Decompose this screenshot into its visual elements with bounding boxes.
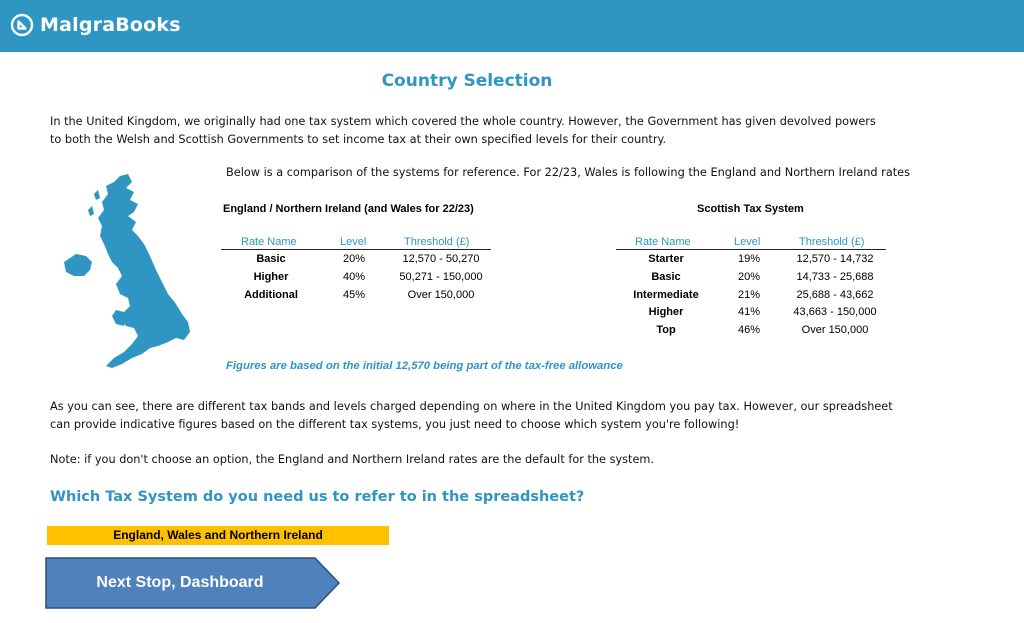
england-header-level: Level <box>340 236 367 248</box>
england-row-3-level: 45% <box>342 289 366 301</box>
scottish-row-5-threshold: Over 150,000 <box>801 324 869 336</box>
scottish-row-4-rate: Higher <box>648 306 684 318</box>
england-row-2-threshold: 50,271 - 150,000 <box>399 271 483 283</box>
tax-system-question: Which Tax System do you need us to refer to in the spreadsheet? <box>50 489 585 505</box>
comparison-text: Below is a comparison of the systems for reference. For 22/23, Wales is following the England and Northern Ireland rates <box>226 166 911 179</box>
brand-name: MalgraBooks <box>40 14 181 36</box>
england-row-3-rate: Additional <box>244 289 298 301</box>
scottish-header-rate: Rate Name <box>635 236 691 248</box>
next-button-label: Next Stop, Dashboard <box>96 574 264 591</box>
scottish-table-title: Scottish Tax System <box>697 203 804 215</box>
england-row-2-rate: Higher <box>253 271 289 283</box>
scottish-row-2-level: 20% <box>737 271 761 283</box>
intro-text: In the United Kingdom, we originally had one tax system which covered the whole country. However, the Government has given devolved powers to both the Welsh and Scottish Governments to set income tax at their own specified levels for their country. <box>50 115 876 146</box>
figures-note: Figures are based on the initial 12,570 being part of the tax-free allowance <box>226 360 623 372</box>
england-row-2-level: 40% <box>342 271 366 283</box>
scottish-row-3-rate: Intermediate <box>633 289 699 301</box>
scottish-header-rule <box>616 249 886 250</box>
uk-map-icon <box>58 170 198 375</box>
scottish-row-3-level: 21% <box>737 289 761 301</box>
england-header-rule <box>221 249 491 250</box>
england-row-1-level: 20% <box>342 253 366 265</box>
england-table-title: England / Northern Ireland (and Wales for 22/23) <box>223 203 474 215</box>
arrow-circle-icon <box>10 13 34 37</box>
england-row-3-threshold: Over 150,000 <box>407 289 475 301</box>
scottish-row-3-threshold: 25,688 - 43,662 <box>796 289 874 301</box>
scottish-row-2-rate: Basic <box>651 271 681 283</box>
default-note: Note: if you don't choose an option, the England and Northern Ireland rates are the default for the system. <box>50 453 655 466</box>
next-stop-dashboard-button[interactable] <box>45 557 341 609</box>
scottish-row-4-level: 41% <box>737 306 761 318</box>
scottish-row-4-threshold: 43,663 - 150,000 <box>793 306 877 318</box>
brand-logo[interactable] <box>10 11 181 39</box>
england-row-1-rate: Basic <box>256 253 286 265</box>
scottish-row-5-rate: Top <box>656 324 676 336</box>
scottish-header-threshold: Threshold (£) <box>799 236 865 248</box>
england-row-1-threshold: 12,570 - 50,270 <box>402 253 480 265</box>
scottish-row-5-level: 46% <box>737 324 761 336</box>
top-bar <box>0 0 1024 52</box>
scottish-header-level: Level <box>734 236 761 248</box>
explanation-text: As you can see, there are different tax bands and levels charged depending on where in the United Kingdom you pay tax. However, our spreadsheet can provide indicative figures based on the different tax systems, you just need to choose which system you're following! <box>50 400 893 431</box>
scottish-row-1-threshold: 12,570 - 14,732 <box>796 253 874 265</box>
scottish-row-1-rate: Starter <box>648 253 684 265</box>
scottish-row-2-threshold: 14,733 - 25,688 <box>796 271 874 283</box>
england-header-rate: Rate Name <box>241 236 297 248</box>
scottish-row-1-level: 19% <box>737 253 761 265</box>
page-title: Country Selection <box>381 71 553 91</box>
tax-system-select[interactable]: England, Wales and Northern Ireland <box>47 526 389 545</box>
england-header-threshold: Threshold (£) <box>404 236 470 248</box>
